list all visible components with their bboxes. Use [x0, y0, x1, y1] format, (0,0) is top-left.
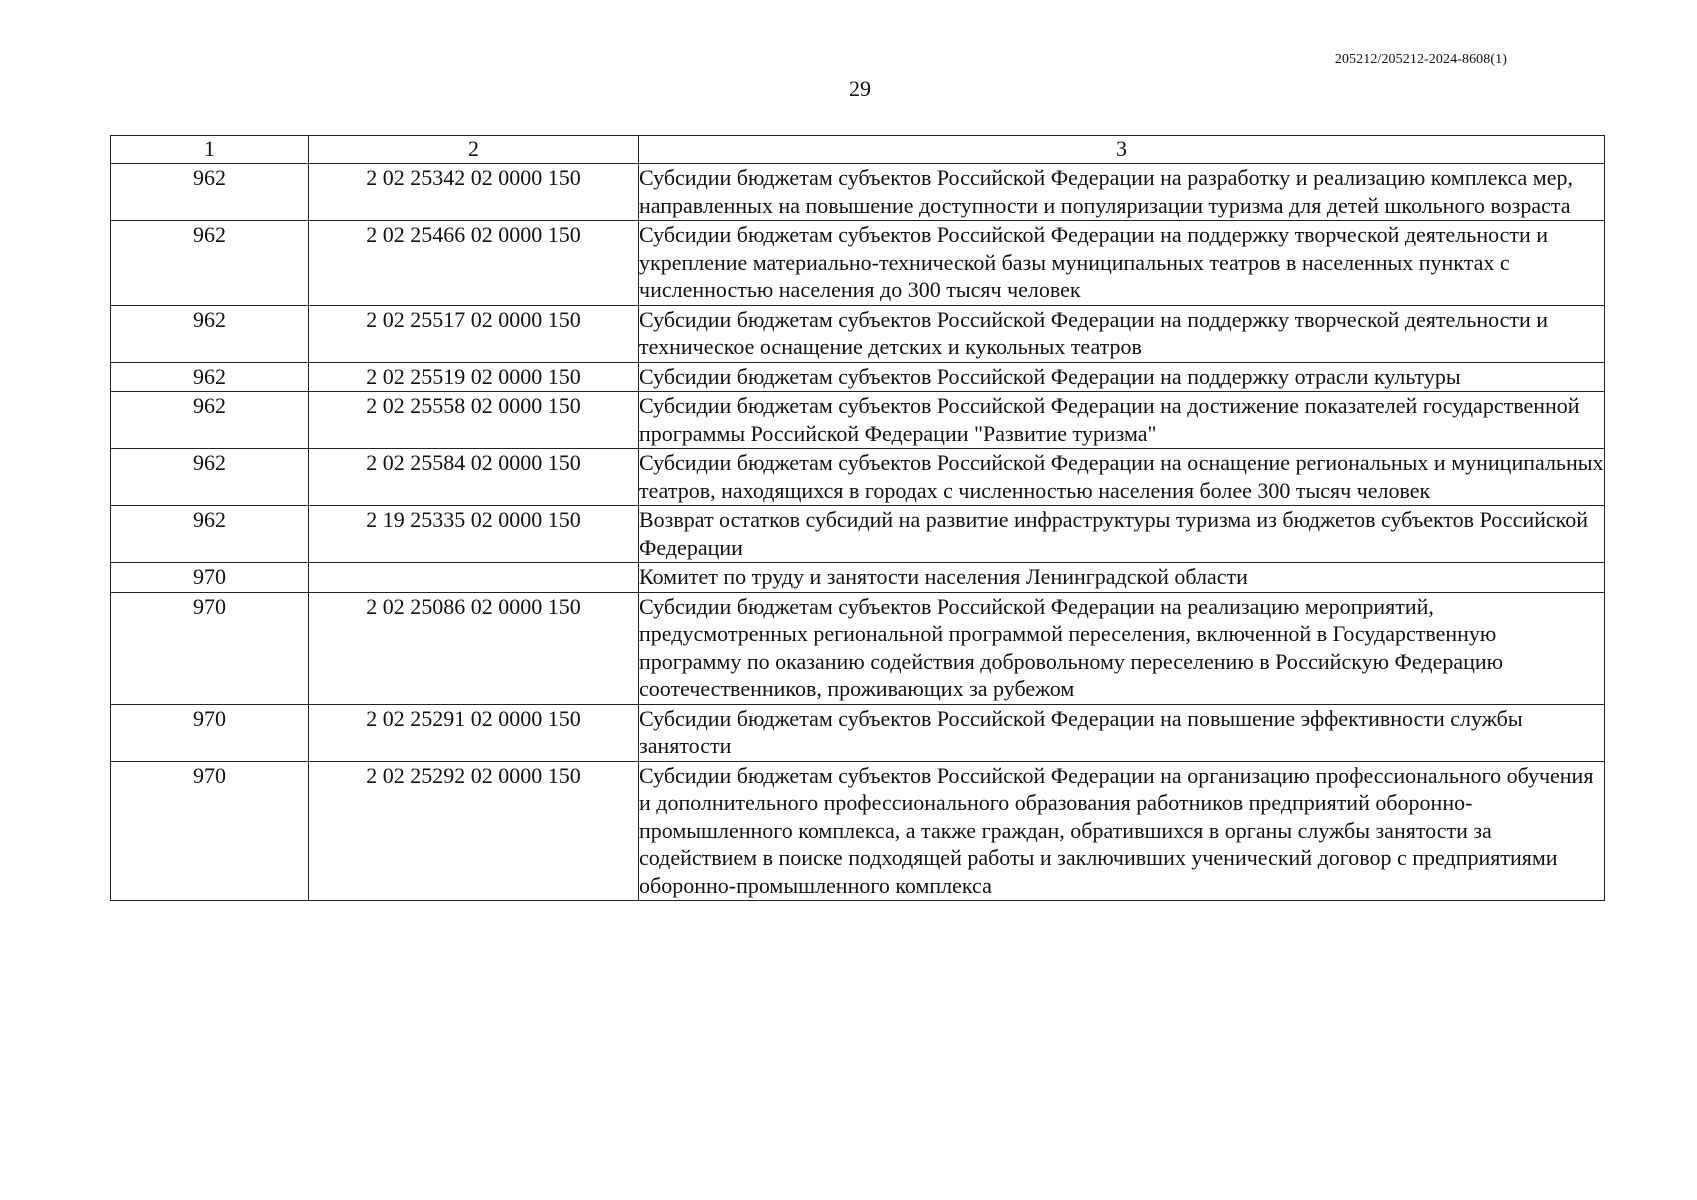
budget-code-cell: 2 02 25558 02 0000 150 [309, 392, 639, 449]
budget-code-cell: 2 02 25519 02 0000 150 [309, 362, 639, 392]
budget-code-cell: 2 02 25584 02 0000 150 [309, 449, 639, 506]
budget-code-cell: 2 02 25291 02 0000 150 [309, 704, 639, 761]
table-row [111, 449, 1605, 506]
table-row [111, 761, 1605, 901]
table-header-row [111, 136, 1605, 164]
budget-code-cell: 2 19 25335 02 0000 150 [309, 506, 639, 563]
table-row [111, 592, 1605, 704]
income-name-cell: Субсидии бюджетам субъектов Российской Федерации на поддержку творческой деятельности и техническое оснащение детских и кукольных театров [639, 305, 1605, 362]
income-name-cell: Субсидии бюджетам субъектов Российской Федерации на повышение эффективности службы занятости [639, 704, 1605, 761]
income-name-cell: Субсидии бюджетам субъектов Российской Федерации на организацию профессионального обучения и дополнительного профессионального образования работников предприятий оборонно-промышленного комплекса, а также граждан, обратившихся в органы службы занятости за содействием в поиске подходящей работы и заключивших ученический договор с предприятиями оборонно-промышленного комплекса [639, 761, 1605, 901]
budget-code-cell: 2 02 25517 02 0000 150 [309, 305, 639, 362]
administrator-code-cell: 962 [111, 506, 309, 563]
administrator-code-cell: 962 [111, 305, 309, 362]
income-name-cell: Субсидии бюджетам субъектов Российской Федерации на оснащение региональных и муниципальных театров, находящихся в городах с численностью населения более 300 тысяч человек [639, 449, 1605, 506]
administrator-code-cell: 962 [111, 164, 309, 221]
administrator-code-cell: 970 [111, 563, 309, 593]
administrator-code-cell: 962 [111, 362, 309, 392]
table-row [111, 506, 1605, 563]
table-row [111, 704, 1605, 761]
administrator-code-cell: 970 [111, 761, 309, 901]
budget-code-cell: 2 02 25292 02 0000 150 [309, 761, 639, 901]
income-name-cell: Комитет по труду и занятости населения Ленинградской области [639, 563, 1605, 593]
income-name-cell: Субсидии бюджетам субъектов Российской Федерации на поддержку творческой деятельности и укрепление материально-технической базы муниципальных театров в населенных пунктах с численностью населения до 300 тысяч человек [639, 221, 1605, 306]
column-header-1: 1 [111, 136, 309, 164]
administrator-code-cell: 970 [111, 592, 309, 704]
table-row [111, 221, 1605, 306]
budget-codes-table [110, 135, 1605, 901]
table-row [111, 362, 1605, 392]
table-row [111, 392, 1605, 449]
page-number: 29 [849, 76, 871, 101]
table-row [111, 305, 1605, 362]
income-name-cell: Субсидии бюджетам субъектов Российской Федерации на разработку и реализацию комплекса мер, направленных на повышение доступности и популяризации туризма для детей школьного возраста [639, 164, 1605, 221]
budget-code-cell: 2 02 25086 02 0000 150 [309, 592, 639, 704]
income-name-cell: Возврат остатков субсидий на развитие инфраструктуры туризма из бюджетов субъектов Российской Федерации [639, 506, 1605, 563]
budget-code-cell: 2 02 25466 02 0000 150 [309, 221, 639, 306]
table-header [111, 136, 1605, 164]
column-header-2: 2 [309, 136, 639, 164]
table-body [111, 164, 1605, 901]
administrator-code-cell: 962 [111, 392, 309, 449]
budget-code-cell [309, 563, 639, 593]
administrator-code-cell: 962 [111, 221, 309, 306]
table-row [111, 164, 1605, 221]
income-name-cell: Субсидии бюджетам субъектов Российской Федерации на поддержку отрасли культуры [639, 362, 1605, 392]
income-name-cell: Субсидии бюджетам субъектов Российской Федерации на достижение показателей государственной программы Российской Федерации "Развитие туризма" [639, 392, 1605, 449]
budget-code-cell: 2 02 25342 02 0000 150 [309, 164, 639, 221]
document-id: 205212/205212-2024-8608(1) [1334, 52, 1507, 67]
administrator-code-cell: 962 [111, 449, 309, 506]
table-row [111, 563, 1605, 593]
administrator-code-cell: 970 [111, 704, 309, 761]
column-header-3: 3 [639, 136, 1605, 164]
income-name-cell: Субсидии бюджетам субъектов Российской Федерации на реализацию мероприятий, предусмотренных региональной программой переселения, включенной в Государственную программу по оказанию содействия добровольному переселению в Российскую Федерацию соотечественников, проживающих за рубежом [639, 592, 1605, 704]
